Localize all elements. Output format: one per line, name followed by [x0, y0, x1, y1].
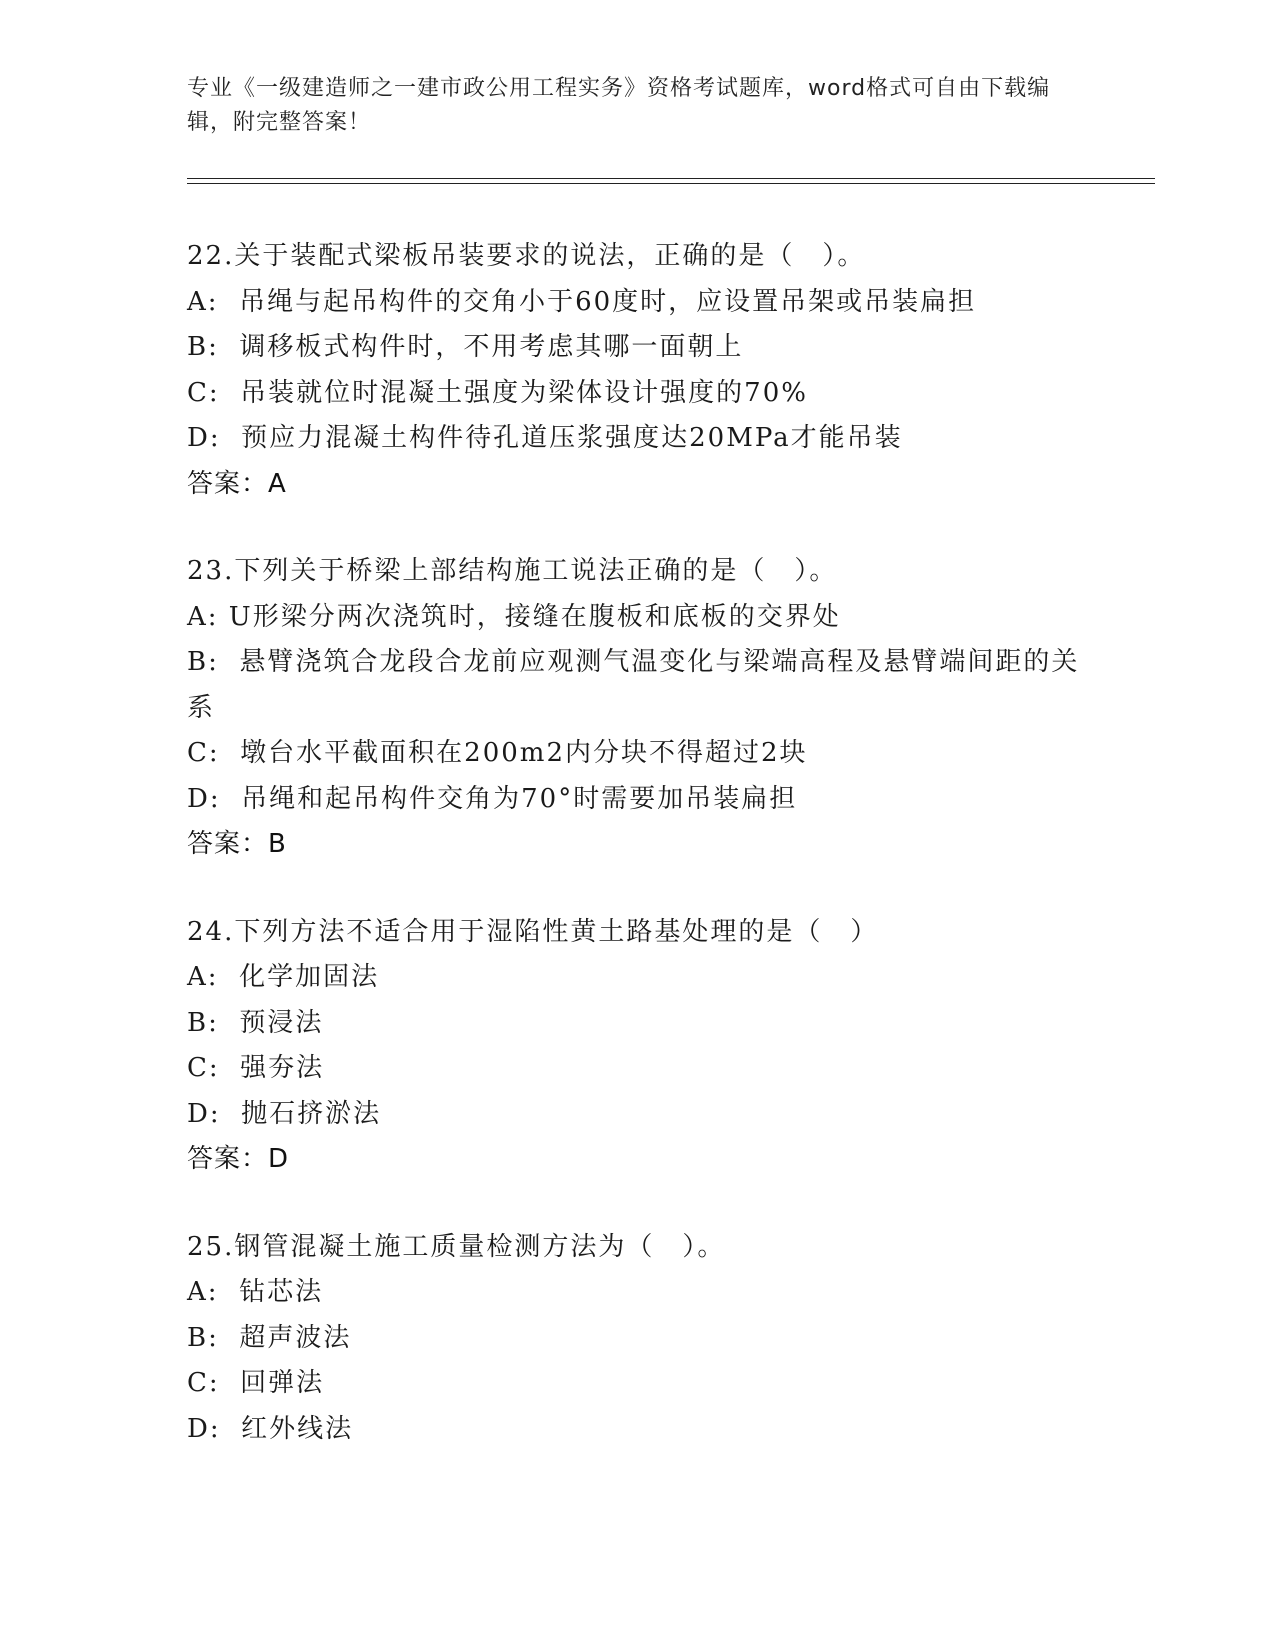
question-stem: 25.钢管混凝土施工质量检测方法为（ ）。 — [187, 1231, 726, 1262]
answer-label: 答案：D — [187, 1144, 290, 1174]
answer-label: 答案：A — [187, 468, 287, 499]
option-c: C: 墩台水平截面积在200m2内分块不得超过2块 — [187, 738, 808, 768]
option-d: D: 预应力混凝土构件待孔道压浆强度达20MPa才能吊装 — [187, 423, 903, 453]
document-header: 专业《一级建造师之一建市政公用工程实务》资格考试题库，word格式可自由下载编辑，附完整答案！ — [187, 76, 1051, 135]
option-a: A: U形梁分两次浇筑时，接缝在腹板和底板的交界处 — [187, 601, 841, 632]
option-d: D: 吊绳和起吊构件交角为70°时需要加吊装扁担 — [187, 783, 798, 814]
option-a: A: 化学加固法 — [187, 962, 380, 992]
option-b: B: 悬臂浇筑合龙段合龙前应观测气温变化与梁端高程及悬臂端间距的关系 — [187, 647, 1080, 723]
answer-label: 答案：B — [187, 829, 287, 859]
question-22 — [187, 234, 1087, 507]
option-a: A: 吊绳与起吊构件的交角小于60度时，应设置吊架或吊装扁担 — [187, 286, 977, 317]
question-stem: 24.下列方法不适合用于湿陷性黄土路基处理的是（ ） — [187, 916, 879, 947]
question-23 — [187, 549, 1087, 868]
question-24 — [187, 910, 1087, 1183]
option-c: C: 回弹法 — [187, 1368, 325, 1398]
question-stem: 22.关于装配式梁板吊装要求的说法，正确的是（ ）。 — [187, 241, 866, 271]
header-rule-bottom — [187, 183, 1155, 184]
option-c: C: 吊装就位时混凝土强度为梁体设计强度的70% — [187, 377, 808, 408]
option-c: C: 强夯法 — [187, 1053, 325, 1083]
option-b: B: 预浸法 — [187, 1007, 324, 1038]
option-b: B: 调移板式构件时，不用考虑其哪一面朝上 — [187, 332, 744, 362]
option-a: A: 钻芯法 — [187, 1277, 324, 1307]
option-d: D: 红外线法 — [187, 1413, 354, 1444]
option-b: B: 超声波法 — [187, 1322, 352, 1353]
question-list — [187, 234, 1087, 1494]
question-25 — [187, 1225, 1087, 1453]
option-d: D: 抛石挤淤法 — [187, 1098, 382, 1129]
question-stem: 23.下列关于桥梁上部结构施工说法正确的是（ ）。 — [187, 556, 838, 586]
header-rule-top — [187, 178, 1155, 179]
